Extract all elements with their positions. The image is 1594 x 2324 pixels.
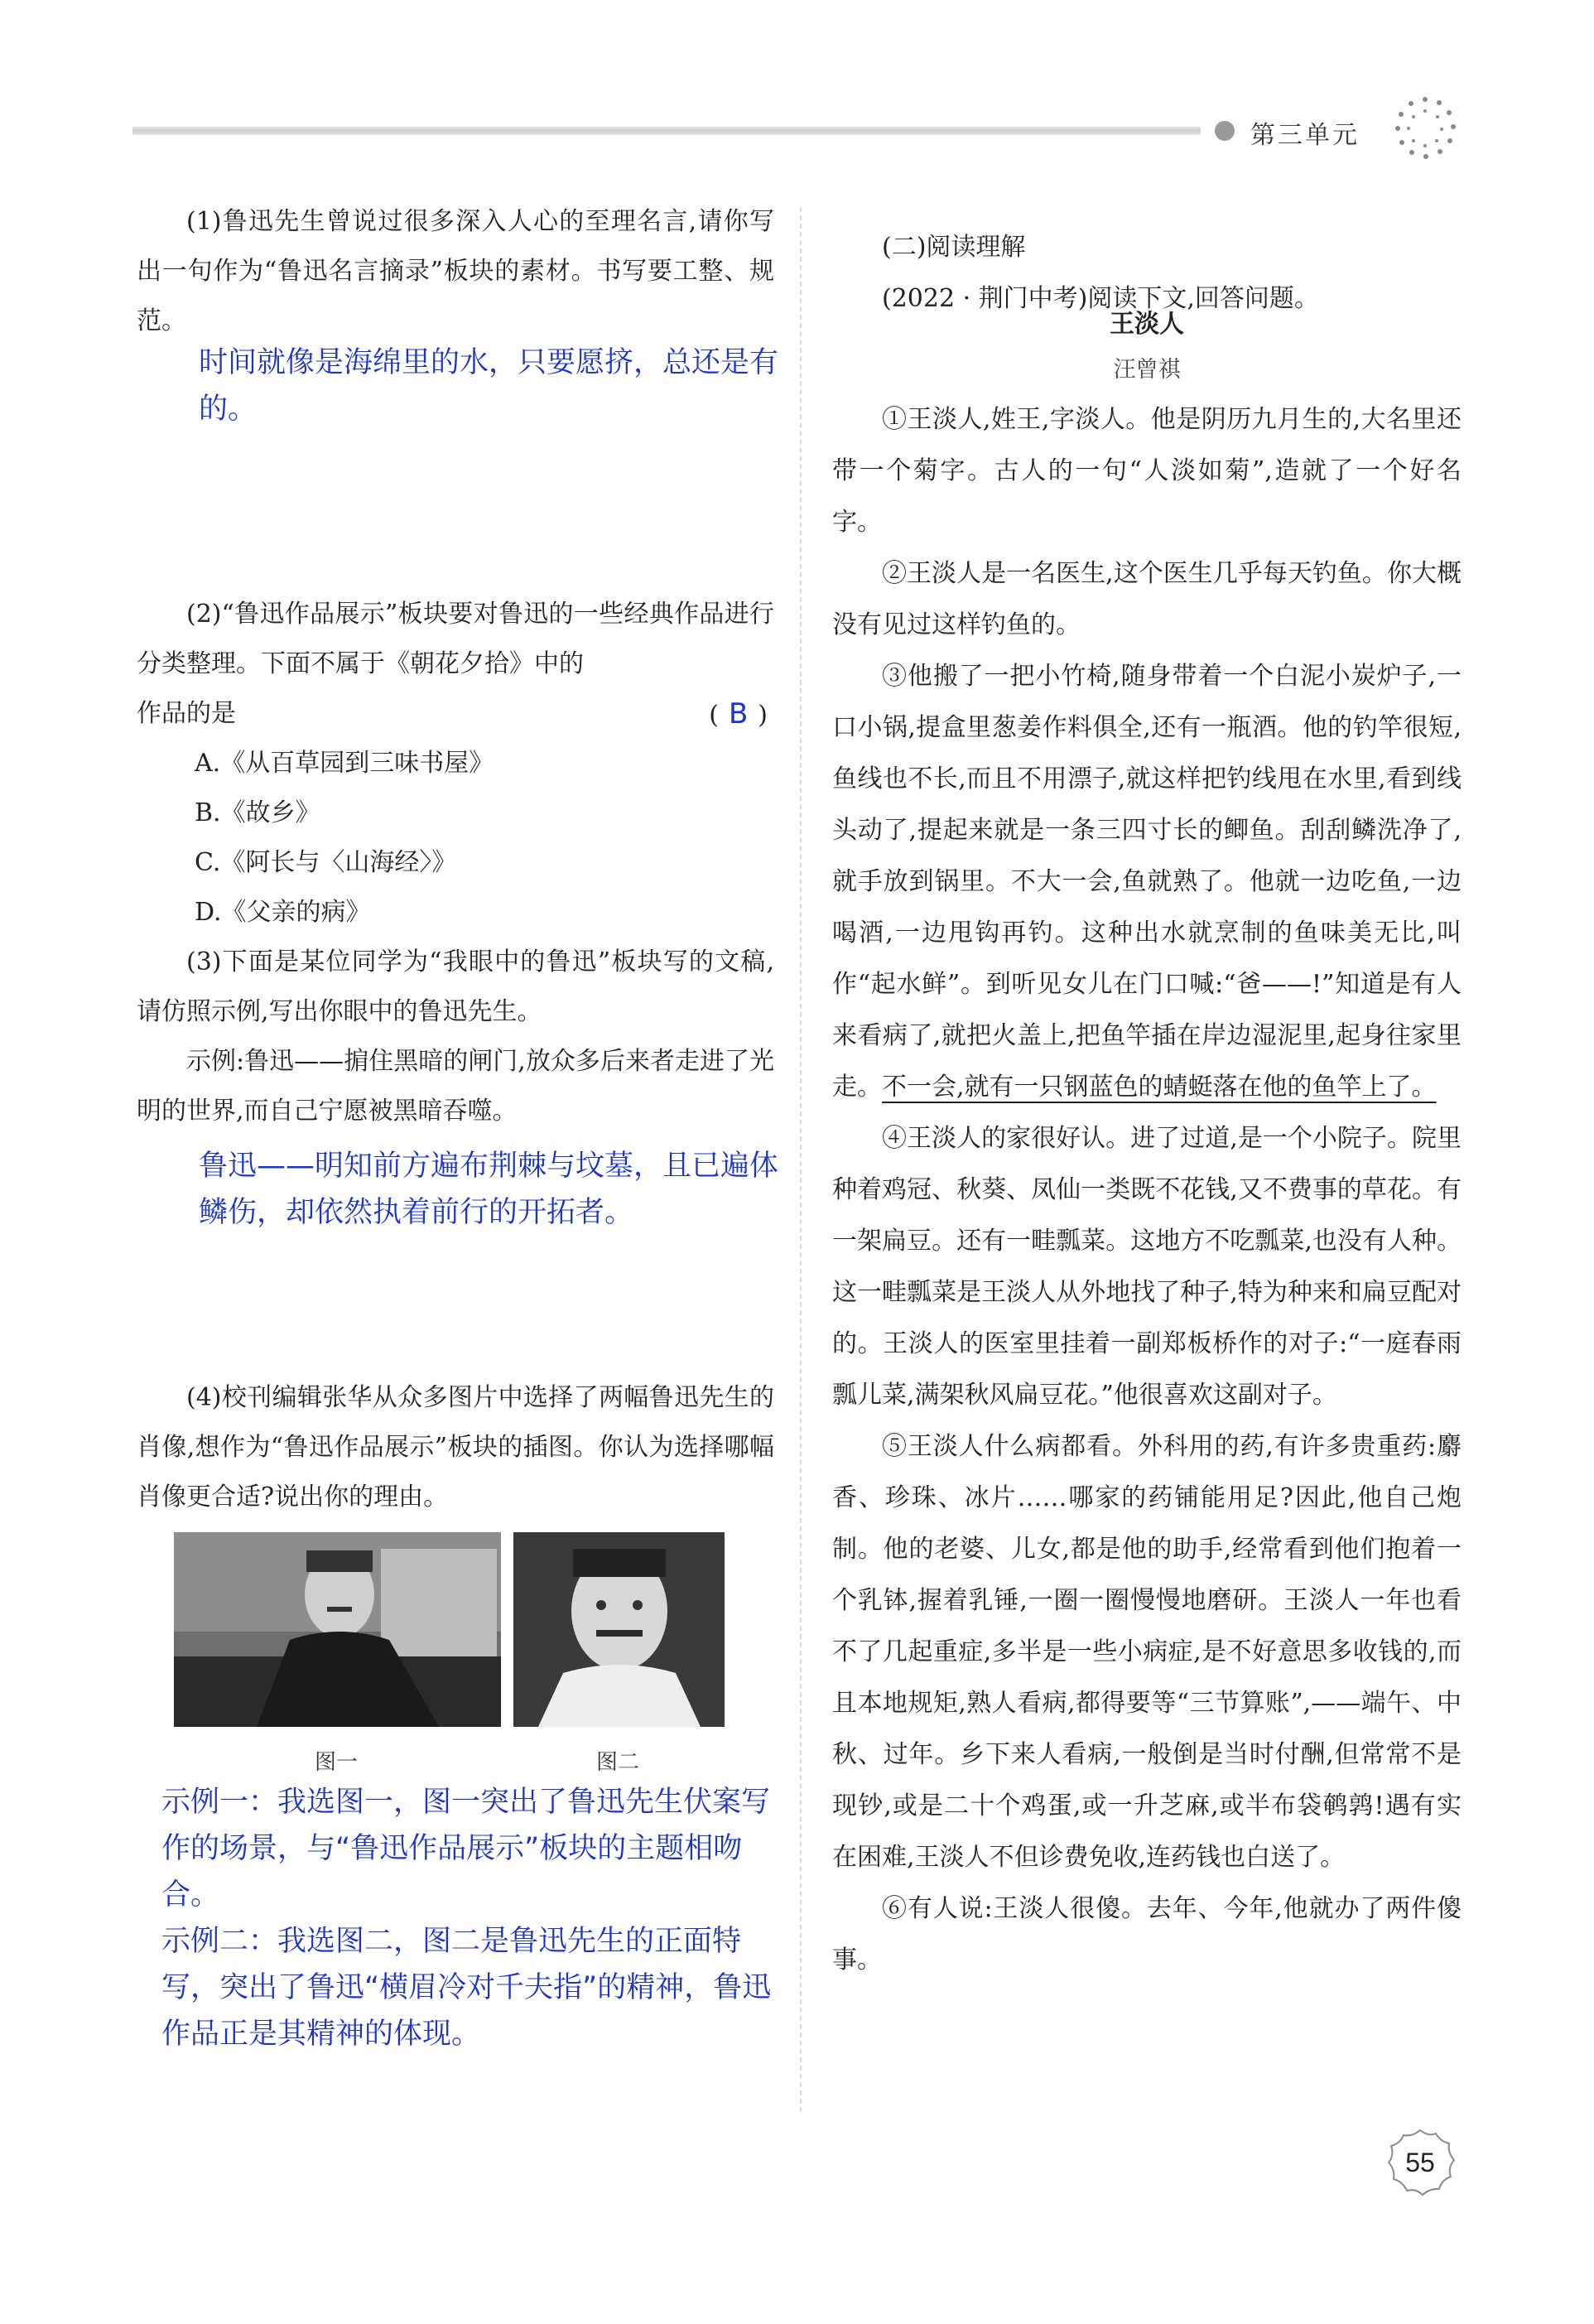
question-4: (4)校刊编辑张华从众多图片中选择了两幅鲁迅先生的肖像,想作为“鲁迅作品展示”板块的插图。你认为选择哪幅肖像更合适?说出你的理由。 xyxy=(137,1383,774,1512)
underlined-sentence: 不一会,就有一只钢蓝色的蜻蜓落在他的鱼竿上了。 xyxy=(882,1073,1437,1102)
paragraph-3-text: ③他搬了一把小竹椅,随身带着一个白泥小炭炉子,一口小锅,提盒里葱姜作料俱全,还有一瓶酒。他的钓竿很短,鱼线也不长,而且不用漂子,就这样把钓线甩在水里,看到线头动了,提起来就是一条三四寸长的鲫鱼。刮刮鳞洗净了,就手放到锅里。不大一会,鱼就熟了。他就一边吃鱼,一边喝酒,一边甩钩再钓。这种出水就烹制的鱼味美无比,叫作“起水鲜”。到听见女儿在门口喊:“爸——!”知道是有人来看病了,就把火盖上,把鱼竿插在岸边湿泥里,起身往家里走。 xyxy=(832,662,1462,1102)
article-author: 汪曾祺 xyxy=(1113,357,1181,383)
decorative-circle-icon xyxy=(1391,94,1459,162)
figure-1-caption: 图一 xyxy=(315,1750,359,1775)
answer-4 xyxy=(161,1779,791,2057)
paragraph-2: ②王淡人是一名医生,这个医生几乎每天钓鱼。你大概没有见过这样钓鱼的。 xyxy=(832,559,1462,639)
figure-2-caption: 图二 xyxy=(596,1750,640,1775)
article-body xyxy=(832,394,1462,1986)
paragraph-1: ①王淡人,姓王,字淡人。他是阴历九月生的,大名里还带一个菊字。古人的一句“人淡如菊”,造就了一个好名字。 xyxy=(832,405,1462,537)
answer-1: 时间就像是海绵里的水，只要愿挤，总还是有的。 xyxy=(199,346,779,426)
answer-4-example-2: 示例二：我选图二，图二是鲁迅先生的正面特写，突出了鲁迅“横眉冷对千夫指”的精神，鲁迅作品正是其精神的体现。 xyxy=(161,1925,772,2051)
option-b: B.《故乡》 xyxy=(195,798,320,827)
option-a: A.《从百草园到三味书屋》 xyxy=(195,749,494,778)
question-3: (3)下面是某位同学为“我眼中的鲁迅”板块写的文稿,请仿照示例,写出你眼中的鲁迅先生。 xyxy=(137,947,774,1026)
question-2-text: (2)“鲁迅作品展示”板块要对鲁迅的一些经典作品进行分类整理。下面不属于《朝花夕拾》中的 xyxy=(137,600,774,678)
option-d: D.《父亲的病》 xyxy=(195,898,371,927)
answer-4-example-1: 示例一：我选图一，图一突出了鲁迅先生伏案写作的场景，与“鲁迅作品展示”板块的主题相吻合。 xyxy=(161,1786,771,1912)
page-number-badge xyxy=(1383,2125,1457,2200)
question-1: (1)鲁迅先生曾说过很多深入人心的至理名言,请你写出一句作为“鲁迅名言摘录”板块的素材。书写要工整、规范。 xyxy=(137,207,774,335)
paragraph-5: ⑤王淡人什么病都看。外科用的药,有许多贵重药:麝香、珍珠、冰片……哪家的药铺能用足?因此,他自己炮制。他的老婆、儿女,都是他的助手,经常看到他们抱着一个乳钵,握着乳锤,一圈一圈慢慢地磨研。王淡人一年也看不了几起重症,多半是一些小病症,是不好意思多收钱的,而且本地规矩,熟人看病,都得要等“三节算账”,——端午、中秋、过年。乡下来人看病,一般倒是当时付酬,但常常不是现钞,或是二十个鸡蛋,或一升芝麻,或半布袋鹌鹑!遇有实在困难,王淡人不但诊费免收,连药钱也白送了。 xyxy=(832,1432,1462,1872)
unit-label: 第三单元 xyxy=(1250,121,1360,150)
question-2-last: 作品的是 xyxy=(137,699,236,728)
article-title: 王淡人 xyxy=(1110,310,1184,339)
options-list xyxy=(137,739,774,938)
answer-choice: ( B ) xyxy=(709,697,768,730)
question-2-last-line xyxy=(137,689,774,739)
portrait-1-image xyxy=(174,1532,501,1727)
question-2 xyxy=(137,590,774,1136)
paragraph-4: ④王淡人的家很好认。进了过道,是一个小院子。院里种着鸡冠、秋葵、凤仙一类既不花钱,又不费事的草花。有一架扁豆。还有一畦瓢菜。这地方不吃瓢菜,也没有人种。这一畦瓢菜是王淡人从外地找了种子,特为种来和扁豆配对的。王淡人的医室里挂着一副郑板桥作的对子:“一庭春雨瓢儿菜,满架秋风扁豆花。”他很喜欢这副对子。 xyxy=(832,1124,1462,1410)
answer-2-letter: B xyxy=(728,697,749,730)
section-heading: (二)阅读理解 xyxy=(882,233,1026,262)
answer-3: 鲁迅——明知前方遍布荆棘与坟墓，且已遍体鳞伤，却依然执着前行的开拓者。 xyxy=(199,1150,779,1229)
header-rule xyxy=(132,127,1201,135)
header-bullet-icon xyxy=(1215,121,1235,141)
column-divider xyxy=(800,207,802,2112)
portrait-2-image xyxy=(513,1532,725,1727)
page-number: 55 xyxy=(1405,2148,1435,2177)
source-line: (2022 · 荆门中考)阅读下文,回答问题。 xyxy=(882,284,1319,313)
paragraph-6: ⑥有人说:王淡人很傻。去年、今年,他就办了两件傻事。 xyxy=(832,1894,1462,1974)
option-c: C.《阿长与〈山海经〉》 xyxy=(195,848,457,877)
paragraph-3 xyxy=(832,651,1462,1113)
question-3-example: 示例:鲁迅——掮住黑暗的闸门,放众多后来者走进了光明的世界,而自己宁愿被黑暗吞噬。 xyxy=(137,1047,774,1126)
